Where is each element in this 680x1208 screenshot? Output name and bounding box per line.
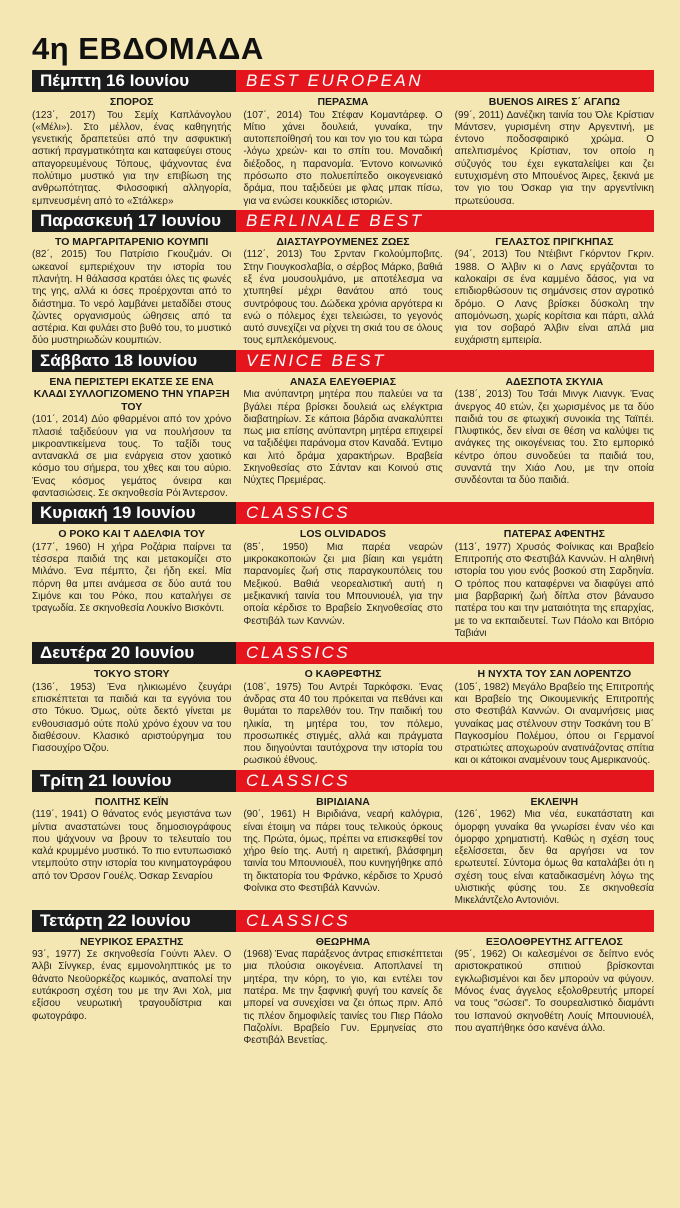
film-title: ΒΙΡΙΔΙΑΝΑ [316, 795, 370, 808]
day-section [32, 210, 654, 348]
film-entry [243, 235, 442, 348]
film-description: (101΄, 2014) Δύο φθαρμένοι από τον χρόνο πλασιέ ταξιδεύουν για να πουλήσουν τα μικροαντικείμενα τους. Το ταξίδι τους αντανακλά σε μια ενάργεια στον χαοτικό κόσμο του σήμερα, του χθες και του αύριο. Ένας κόσμος γεμάτος όνειρα και φαντασιώσεις. Σε σκηνοθεσία Ρόι Άντερσον. [32, 414, 232, 500]
film-entry [243, 95, 442, 208]
day-category: CLASSICS [236, 910, 654, 932]
day-header [32, 770, 654, 792]
film-row [32, 932, 654, 1048]
film-title: ΕΝΑ ΠΕΡΙΣΤΕΡΙ ΕΚΑΤΣΕ ΣΕ ΕΝΑ ΚΛΑΔΙ ΣΥΛΛΟΓΙΖΟΜΕΝΟ ΤΗΝ ΥΠΑΡΞΗ ΤΟΥ [33, 375, 230, 413]
film-description: (119΄, 1941) Ο θάνατος ενός μεγιστάνα των μίντια αναστατώνει τους δημοσιογράφους που ψάχνουν να βρουν το τελευταίο του καλά κρυμμένο μυστικό. Το πιο εντυπωσιακό ντεμπούτο στην ιστορία του κινηματογράφου από τον Όρσον Γουέλς. Όσκαρ Σεναρίου [32, 809, 232, 882]
film-title: ΣΠΟΡΟΣ [109, 96, 154, 108]
film-description: Μια ανύπαντρη μητέρα που παλεύει να τα βγάλει πέρα βρίσκει δουλειά ως ελέγκτρια διαβατηρίων. Σε κάποια βάρδια ανακαλύπτει πως μια επίσης ανύπαντρη μητέρα επιχειρεί να ταξιδέψει παράνομα στον Καναδά. Έντιμο και λιτό δράμα χαρακτήρων. Βραβεία Σκηνοθεσίας στο Σάνταν και Κοινού στις Νύχτες Πρεμιέρας. [243, 389, 443, 487]
film-description: (105΄, 1982) Μεγάλο Βραβείο της Επιτροπής και Βραβείο της Οικουμενικής Επιτροπής στο Φεστιβάλ Καννών. Οι αναμνήσεις μιας γυναίκας μας στέλνουν στην Τοσκάνη του Β΄ Παγκοσμίου Πολέμου, όπου οι Γερμανοί στρατιώτες αποχωρούν ανατινάζοντας σπίτια και οι κάτοικοι αναμένουν τους Αμερικανούς. [454, 681, 654, 767]
day-name: Πέμπτη 16 Ιουνίου [32, 70, 236, 92]
film-entry [455, 667, 654, 768]
film-title: ΑΝΑΣΑ ΕΛΕΥΘΕΡΙΑΣ [289, 375, 397, 388]
film-entry [32, 375, 231, 501]
film-entry [32, 527, 231, 640]
film-description: (113΄, 1977) Χρυσός Φοίνικας και Βραβείο Επιτροπής στο Φεστιβάλ Καννών. Η αληθινή ιστορία του γιου ενός βοσκού στη Σαρδηνία. Ο τρόπος που καταφέρνει να διαφύγει από μια βαρβαρική ζωή δίπλα στον βάναυσο πατέρα του και την ματαιότητα της επαρχίας, με το να εκπαιδευτεί. Των Πάολο και Βιτόριο Ταβιάνι [454, 541, 654, 639]
film-title: ΠΑΤΕΡΑΣ ΑΦΕΝΤΗΣ [503, 528, 605, 541]
film-description: (94΄, 2013) Του Ντέιβιντ Γκόρντον Γκριν. 1988. Ο Άλβιν κι ο Λανς εργάζονται το καλοκαίρι σε ένα καμμένο δάσος, για να επιδιορθώσουν τις σημάνσεις στον αγροτικό δρόμο. Ο Λανς βρίσκει δύσκολη την απομόνωση, χωρίς κορίτσια και πάρτι, αλλά για τον σοβαρό Άλβιν είναι απλά μια ευχάριστη εμπειρία. [454, 249, 654, 347]
film-title: ΑΔΕΣΠΟΤΑ ΣΚΥΛΙΑ [505, 375, 604, 388]
day-header [32, 502, 654, 524]
film-title: ΕΞΟΛΟΘΡΕΥΤΗΣ ΑΓΓΕΛΟΣ [485, 935, 623, 948]
day-header [32, 70, 654, 92]
film-entry [455, 235, 654, 348]
film-entry [243, 375, 442, 501]
film-row [32, 92, 654, 208]
film-description: (90΄, 1961) Η Βιριδιάνα, νεαρή καλόγρια, είναι έτοιμη να πάρει τους τελικούς όρκους της. Πρώτα, όμως, πρέπει να επισκεφθεί τον χήρο θείο της. Αυτή η αιρετική, βλάσφημη ταινία του Μπουνιουέλ, που κυνηγήθηκε από τη δικτατορία του Φράνκο, κέρδισε το Χρυσό Φοίνικα στο Φεστιβάλ Καννών. [243, 809, 443, 895]
film-title: ΘΕΩΡΗΜΑ [315, 935, 371, 948]
day-name: Δευτέρα 20 Ιουνίου [32, 642, 236, 664]
film-title: Η ΝΥΧΤΑ ΤΟΥ ΣΑΝ ΛΟΡΕΝΤΖΟ [477, 668, 632, 681]
film-description: (138΄, 2013) Του Τσάι Μινγκ Λιανγκ. Ένας άνεργος 40 ετών, ζει χωρισμένος με τα δύο παιδιά του σε φτωχική συνοικία της Ταϊπέι. Πλυφτικός, δεν είναι σε θέση να καλύψει τις ανάγκες της οικογένειας του. Στο εμπορικό κέντρο όπου συνοδεύει τα παιδιά του, συναντά την Χιάο Λου, με την οποία συνδέονται τα δύο παιδιά. [454, 389, 654, 487]
film-description: (107΄, 2014) Του Στέφαν Κομαντάρεφ. Ο Μίτιο χάνει δουλειά, γυναίκα, την αυτοπεποίθησή του και τον γιο του και τώρα -λόγω χρεών- και το σπίτι του. Μοναδική διέξοδος, η παρανομία. Έντονο κοινωνικό πρόσωπο στο πολυεπίπεδο οικογενειακό δράμα, που ταξιδεύει με φλας μπακ πίσω, για να ενώσει κουκκίδες ιστοριών. [243, 109, 443, 207]
film-entry [32, 95, 231, 208]
film-description: (123΄, 2017) Του Σεμίχ Καπλάνογλου («Μέλι»). Στο μέλλον, ένας καθηγητής γενετικής δραπετεύει από την ασφυκτική αστική πραγματικότητα και καταφεύγει στους απαγορευμένους Τόπους, ψάχνοντας ένα πολύτιμο μυστικό για την επιβίωση της ανθρωπότητας. Φιλοσοφική αλληγορία, εμπνευσμένη από το «Στάλκερ» [32, 109, 232, 207]
day-header [32, 642, 654, 664]
film-entry [243, 935, 442, 1048]
film-title: ΕΚΛΕΙΨΗ [530, 795, 579, 808]
day-section [32, 70, 654, 208]
film-description: (82΄, 2015) Του Πατρίσιο Γκουζμάν. Οι ωκεανοί εμπεριέχουν την ιστορία του πλανήτη. Η θάλασσα κρατάει όλες τις φωνές της γης, αλλά κι όσες προέρχονται από το διάστημα. Το νερό λαμβάνει μεταδίδει στους ζώντες οργανισμούς ώθησεις από τα αστέρια. Και φυλάει στο βυθό του, το μυστικό δύο μυστηριωδών κουμπιών. [32, 249, 232, 347]
day-category: BEST EUROPEAN [236, 70, 654, 92]
film-title: ΠΕΡΑΣΜΑ [317, 96, 369, 108]
film-description: (95΄, 1962) Οι καλεσμένοι σε δείπνο ενός αριστοκρατικού σπιτιού βρίσκονται εγκλωβισμένοι και δεν μπορούν να φύγουν. Μόνος ένας άγγελος εξολοθρευτής μπορεί να τους "σώσει". Το σουρεαλιστικό διαμάντι του Ισπανού σκηνοθέτη Λουίς Μπουνιουέλ, που αγαπήθηκε όσο κανένα άλλο. [454, 949, 654, 1034]
film-description: (177΄, 1960) Η χήρα Ροζάρια παίρνει τα τέσσερα παιδιά της και μετακομίζει στο Μιλάνο. Ένα πέμπτο, ζει ήδη εκεί. Μία πόρνη θα μπει ανάμεσα σε δύο αυτά του Σιμόνε και του Ρόκο, που καταλήγει σε τραγωδία. Σε σκηνοθεσία Λουκίνο Βισκόντι. [32, 541, 232, 615]
film-entry [243, 667, 442, 768]
day-name: Τετάρτη 22 Ιουνίου [32, 910, 236, 932]
day-name: Τρίτη 21 Ιουνίου [32, 770, 236, 792]
film-row [32, 232, 654, 348]
film-row [32, 792, 654, 908]
film-entry [32, 935, 231, 1048]
film-entry [455, 375, 654, 501]
film-entry [32, 235, 231, 348]
day-name: Κυριακή 19 Ιουνίου [32, 502, 236, 524]
film-title: BUENOS AIRES Σ΄ ΑΓΑΠΩ [488, 96, 620, 108]
film-title: ΠΟΛΙΤΗΣ ΚΕΪΝ [94, 795, 169, 808]
film-row [32, 372, 654, 501]
day-section [32, 502, 654, 640]
film-description: (126΄, 1962) Μια νέα, ευκατάστατη και όμορφη γυναίκα θα γνωρίσει έναν νέο και όμορφο χρηματιστή. Καθώς η σχέση τους εξελίσσεται, δεν θα αργήσει να τον ερωτευτεί. Σύντομα όμως θα καταλάβει ότι η σχέση τους είναι καταδικασμένη λόγω της υλιστικής φύσης του. Σε σκηνοθεσία Μικελάντζελο Αντονιόνι. [454, 809, 654, 907]
day-name: Παρασκευή 17 Ιουνίου [32, 210, 236, 232]
film-title: ΤΟ ΜΑΡΓΑΡΙΤΑΡΕΝΙΟ ΚΟΥΜΠΙ [54, 235, 209, 248]
day-category: CLASSICS [236, 770, 654, 792]
film-row [32, 524, 654, 640]
day-header [32, 910, 654, 932]
film-description: (99΄, 2011) Δανέζικη ταινία του Όλε Κρίστιαν Μάντσεν, γυρισμένη στην Αργεντινή, με έντονο ποδοσφαιρικό χρώμα. Ο απελπισμένος Κρίστιαν, τον οποίο η σύζυγός του έχει εγκαταλείψει και ζει ευτυχισμένη στο Μπουένος Άιρες, ξεκινά με τον γιο του Όσκαρ για την αργεντίνικη πρωτεύουσα. [454, 109, 654, 207]
film-description: (108΄, 1975) Του Αντρέι Ταρκόφσκι. Ένας άνδρας στα 40 του πρόκειται να πεθάνει και θυμάται το παρελθόν του. Την παιδική του ηλικία, τη μητέρα του, τον πόλεμο, προσωπικές στιγμές, αλλά και πράγματα που διηγούνται ταυτόχρονα την ιστορία του ρωσικού έθνους. [243, 681, 443, 767]
day-section [32, 350, 654, 501]
film-title: TOKYO STORY [93, 668, 170, 681]
film-entry [455, 795, 654, 908]
day-category: VENICE BEST [236, 350, 654, 372]
film-entry [455, 95, 654, 208]
day-category: BERLINALE BEST [236, 210, 654, 232]
film-description: (1968) Ένας παράξενος άντρας επισκέπτεται μια πλούσια οικογένεια. Αποπλανεί τη μητέρα, την κόρη, το γιο, και εντέλει τον πατέρα. Με την ξαφνική φυγή του κανείς δε μπορεί να συνεχίσει να ζει όπως πριν. Από τις πλέον δημοφιλείς ταινίες του Πιερ Πάολο Παζολίνι. Βραβείο Γυν. Ερμηνείας στο Φεστιβάλ Βενετίας. [243, 949, 443, 1047]
film-title: ΔΙΑΣΤΑΥΡΟΥΜΕΝΕΣ ΖΩΕΣ [276, 235, 410, 248]
day-category: CLASSICS [236, 502, 654, 524]
film-entry [455, 935, 654, 1048]
film-description: (85΄, 1950) Μια παρέα νεαρών μικροκακοποιών ζει μια βίαιη και γεμάτη παρανομίες ζωή στις παραγκουπόλεις του Μεξικού. Βαθιά νεορεαλιστική αυτή η μεξικανική ταινία του Μπουνιουέλ, για την οποία κέρδισε το Βραβείο Σκηνοθεσίας στο Φεστιβάλ των Καννών. [243, 541, 443, 627]
schedule [32, 70, 654, 1048]
film-description: (136΄, 1953) Ένα ηλικιωμένο ζευγάρι επισκέπτεται τα παιδιά και τα εγγόνια του στο Τόκυο. Όμως, ούτε δεκτό γίνεται με ενθουσιασμό ούτε πολύ χρόνο έχουν να του διαθέσουν. Κλασικό αριστούργημα του Γιασουχίρο Όζου. [32, 681, 232, 755]
day-section [32, 910, 654, 1048]
film-title: ΓΕΛΑΣΤΟΣ ΠΡΙΓΚΗΠΑΣ [495, 235, 614, 248]
film-row [32, 664, 654, 768]
day-category: CLASSICS [236, 642, 654, 664]
film-entry [243, 527, 442, 640]
film-title: LOS OLVIDADOS [299, 528, 387, 541]
day-section [32, 770, 654, 908]
film-entry [32, 667, 231, 768]
film-title: Ο ΡΟΚΟ ΚΑΙ Τ ΑΔΕΛΦΙΑ ΤΟΥ [58, 528, 205, 541]
day-name: Σάββατο 18 Ιουνίου [32, 350, 236, 372]
day-header [32, 210, 654, 232]
day-section [32, 642, 654, 768]
day-header [32, 350, 654, 372]
film-entry [455, 527, 654, 640]
film-title: Ο ΚΑΘΡΕΦΤΗΣ [304, 668, 382, 681]
film-description: 93΄, 1977) Σε σκηνοθεσία Γούντι Άλεν. Ο Άλβι Σίνγκερ, ένας εμμονοληπτικός με το θάνατο Νεοϋορκέζος κωμικός, αναπολεί την ευτάκροση σχέση του με την Άνι Χολ, μια εξίσου νευρωτική τραγουδίστρια και φωτογράφο. [32, 949, 232, 1022]
page-title: 4η ΕΒΔΟΜΑΔΑ [32, 31, 264, 66]
film-entry [243, 795, 442, 908]
film-description: (112΄, 2013) Του Σρνταν Γκολούμποβιτς. Στην Γιουγκοσλαβία, ο σέρβος Μάρκο, βαθιά εξ ένα μουσουλμάνο, με αποτέλεσμα να χτυπηθεί μέχρι θανάτου από τους συντρόφους του. Δώδεκα χρόνια αργότερα κι ενώ ο πόλεμος έχει τελειώσει, το γεγονός αυτό συνεχίζει να ρίχνει τη σκιά του σε όλους τους εμπλεκόμενους. [243, 249, 443, 347]
film-entry [32, 795, 231, 908]
film-title: ΝΕΥΡΙΚΟΣ ΕΡΑΣΤΗΣ [79, 935, 184, 948]
